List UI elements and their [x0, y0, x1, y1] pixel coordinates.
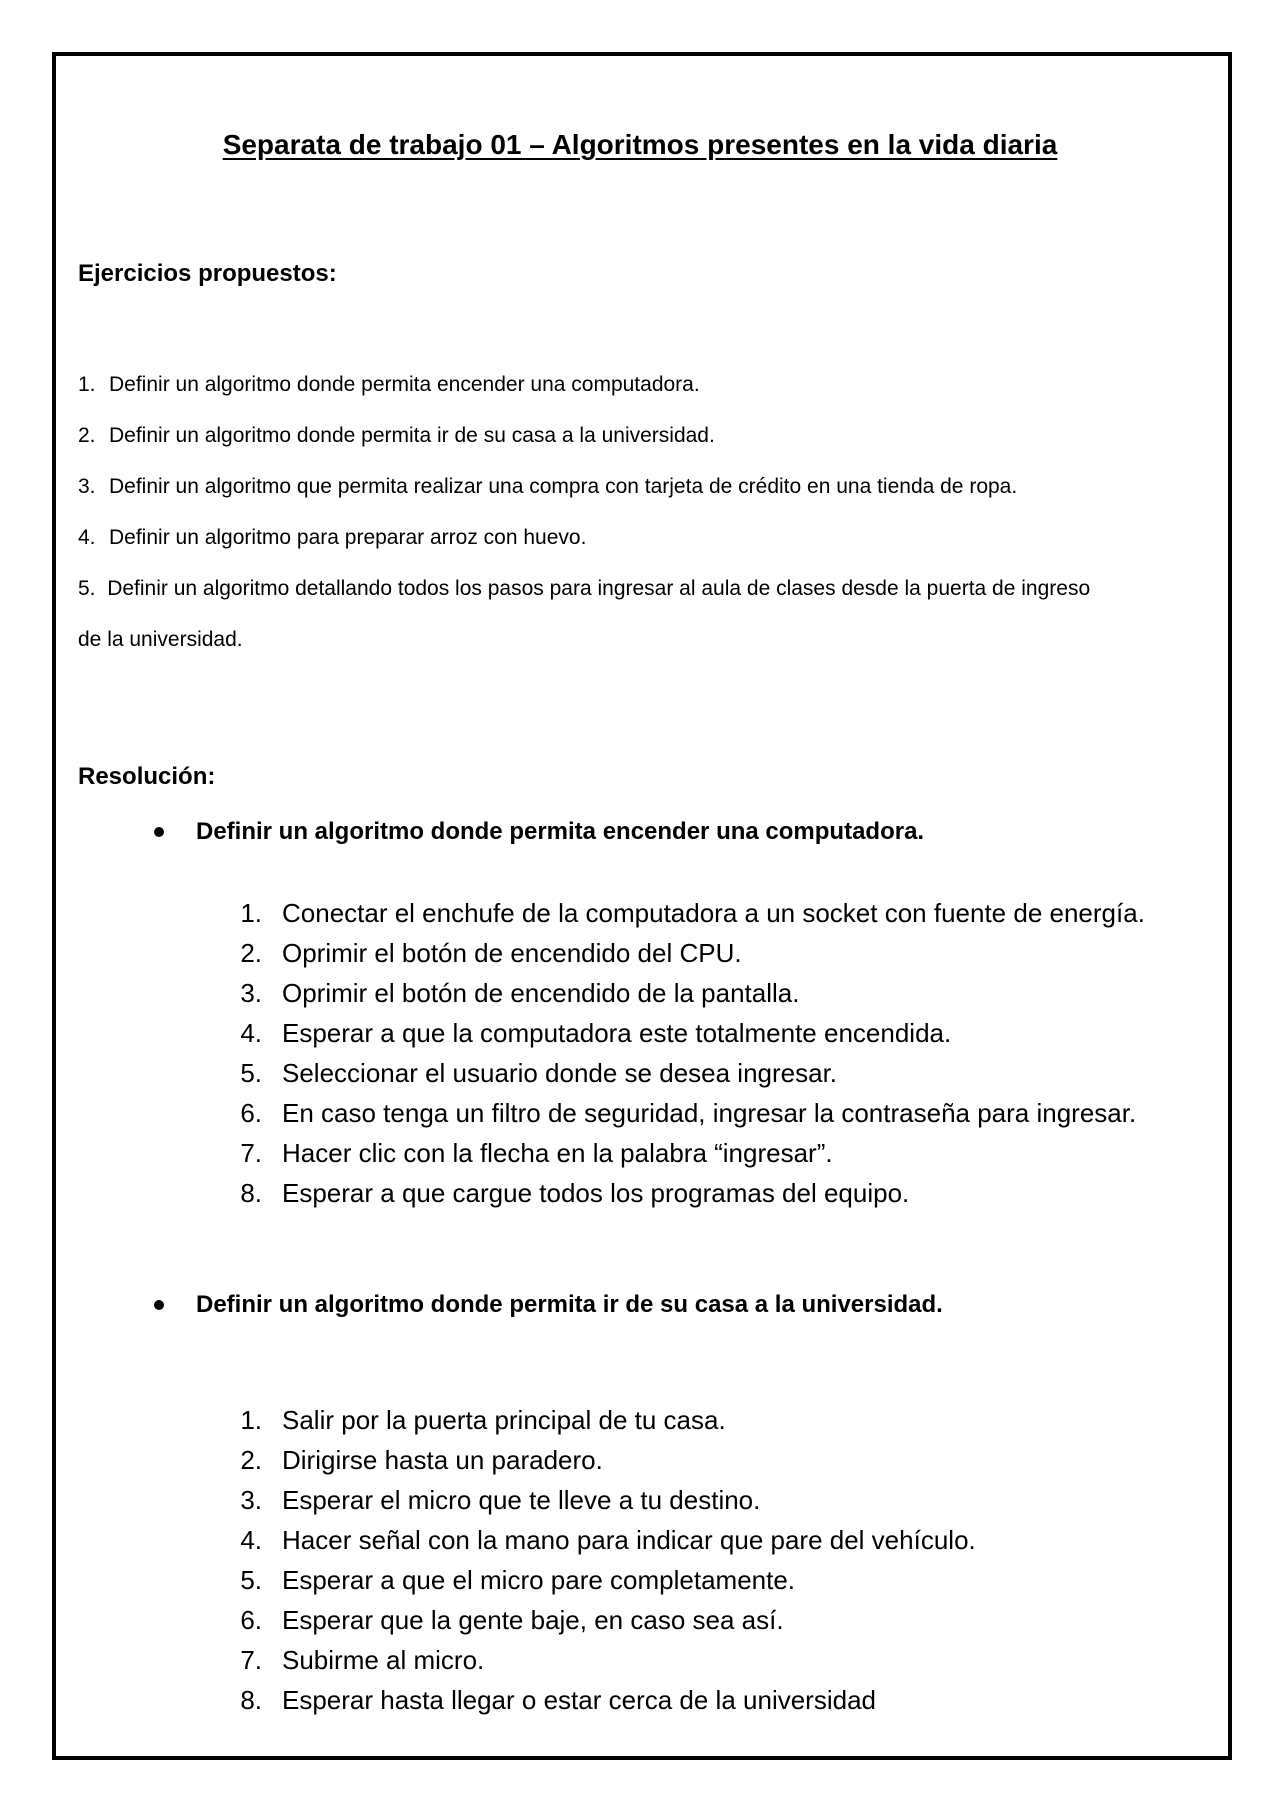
- step-item: [220, 1133, 1220, 1173]
- step-item: [220, 1480, 1220, 1520]
- step-number: 6.: [240, 1605, 262, 1635]
- step-number: 6.: [240, 1098, 262, 1128]
- section-heading-text: Definir un algoritmo donde permita encender una computadora.: [196, 818, 925, 845]
- step-number: 8.: [240, 1685, 262, 1715]
- exercise-number: 1.: [78, 373, 96, 396]
- step-item: [220, 1640, 1220, 1680]
- step-item: [220, 1093, 1220, 1133]
- step-item: [220, 1053, 1220, 1093]
- exercise-text: Definir un algoritmo donde permita ir de su casa a la universidad.: [109, 424, 715, 447]
- step-text: Esperar el micro que te lleve a tu destino.: [282, 1485, 761, 1515]
- exercise-number: 4.: [78, 526, 96, 549]
- step-text: Conectar el enchufe de la computadora a un socket con fuente de energía.: [282, 898, 1145, 928]
- resolution-heading: Resolución:: [78, 763, 216, 790]
- step-number: 5.: [240, 1565, 262, 1595]
- step-text: Hacer clic con la flecha en la palabra “ingresar”.: [282, 1138, 833, 1168]
- step-text: Esperar hasta llegar o estar cerca de la universidad: [282, 1685, 876, 1715]
- step-number: 2.: [240, 1445, 262, 1475]
- step-item: [220, 1013, 1220, 1053]
- step-text: Subirme al micro.: [282, 1645, 485, 1675]
- step-text: Esperar a que cargue todos los programas del equipo.: [282, 1178, 910, 1208]
- exercise-item: [78, 572, 1158, 606]
- step-number: 1.: [240, 898, 262, 928]
- steps-list: [220, 1400, 1220, 1720]
- exercise-text: Definir un algoritmo donde permita encender una computadora.: [109, 373, 700, 396]
- exercise-item: [78, 521, 1158, 555]
- step-text: Hacer señal con la mano para indicar que pare del vehículo.: [282, 1525, 976, 1555]
- exercises-heading: Ejercicios propuestos:: [78, 260, 337, 287]
- section-heading-text: Definir un algoritmo donde permita ir de su casa a la universidad.: [196, 1291, 943, 1318]
- step-text: Seleccionar el usuario donde se desea ingresar.: [282, 1058, 838, 1088]
- step-text: En caso tenga un filtro de seguridad, ingresar la contraseña para ingresar.: [282, 1098, 1137, 1128]
- step-number: 3.: [240, 978, 262, 1008]
- step-text: Dirigirse hasta un paradero.: [282, 1445, 603, 1475]
- step-number: 3.: [240, 1485, 262, 1515]
- step-item: [220, 1680, 1220, 1720]
- exercise-number: 2.: [78, 424, 96, 447]
- step-text: Salir por la puerta principal de tu casa.: [282, 1405, 726, 1435]
- step-item: [220, 893, 1220, 933]
- step-number: 4.: [240, 1018, 262, 1048]
- step-item: [220, 1600, 1220, 1640]
- step-item: [220, 1440, 1220, 1480]
- step-number: 2.: [240, 938, 262, 968]
- section-heading: [154, 1291, 1214, 1319]
- step-text: Oprimir el botón de encendido del CPU.: [282, 938, 742, 968]
- exercise-number: 5.: [78, 577, 96, 600]
- step-number: 1.: [240, 1405, 262, 1435]
- step-number: 5.: [240, 1058, 262, 1088]
- step-text: Oprimir el botón de encendido de la pantalla.: [282, 978, 800, 1008]
- section-heading: [154, 818, 1214, 846]
- step-item: [220, 973, 1220, 1013]
- step-number: 7.: [240, 1138, 262, 1168]
- exercise-number: 3.: [78, 475, 96, 498]
- steps-list: [220, 893, 1220, 1213]
- exercise-text: Definir un algoritmo detallando todos los pasos para ingresar al aula de clases desde la puerta de ingreso: [107, 577, 1091, 600]
- step-item: [220, 1520, 1220, 1560]
- step-text: Esperar a que la computadora este totalmente encendida.: [282, 1018, 952, 1048]
- step-item: [220, 933, 1220, 973]
- bullet-icon: [154, 1300, 164, 1310]
- exercise-text: Definir un algoritmo para preparar arroz con huevo.: [109, 526, 587, 549]
- exercise-list: [78, 368, 1158, 657]
- step-number: 8.: [240, 1178, 262, 1208]
- step-item: [220, 1173, 1220, 1213]
- exercise-item: [78, 419, 1158, 453]
- document-title: Separata de trabajo 01 – Algoritmos presentes en la vida diaria: [222, 129, 1058, 160]
- exercise-item: [78, 368, 1158, 402]
- step-item: [220, 1560, 1220, 1600]
- step-item: [220, 1400, 1220, 1440]
- exercise-continuation: de la universidad.: [78, 628, 243, 651]
- step-number: 7.: [240, 1645, 262, 1675]
- step-text: Esperar a que el micro pare completamente.: [282, 1565, 796, 1595]
- step-number: 4.: [240, 1525, 262, 1555]
- step-text: Esperar que la gente baje, en caso sea así.: [282, 1605, 784, 1635]
- bullet-icon: [154, 827, 164, 837]
- exercise-item: [78, 470, 1158, 504]
- exercise-text: Definir un algoritmo que permita realizar una compra con tarjeta de crédito en una tienda de ropa.: [109, 475, 1018, 498]
